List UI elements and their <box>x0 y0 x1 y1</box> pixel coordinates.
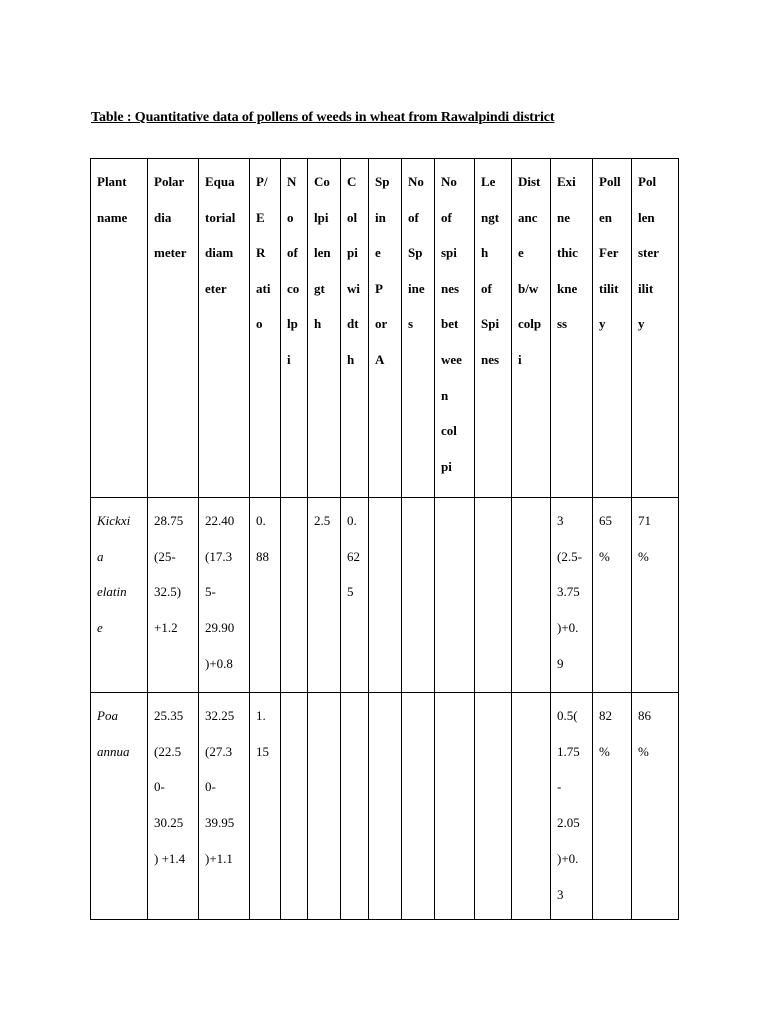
cell-text-line: ati <box>256 280 271 296</box>
cell-text-line: o <box>256 316 263 332</box>
cell-text-line: ne <box>557 209 570 225</box>
cell-text-line: e <box>375 245 381 261</box>
table-cell <box>308 498 341 693</box>
cell-text-line: h <box>314 316 322 332</box>
cell-text-line: y <box>638 316 645 332</box>
cell-text-line: Exi <box>557 174 576 189</box>
cell-text-line: annua <box>97 743 130 759</box>
cell-text-line: Polar <box>154 174 185 189</box>
column-header <box>632 159 679 498</box>
cell-text-line: or <box>375 316 388 332</box>
cell-text-line: i <box>287 351 291 367</box>
cell-text-line: anc <box>518 209 538 225</box>
cell-text-line: 39.95 <box>205 815 235 831</box>
species-name-cell <box>91 498 148 693</box>
cell-text-line: Spi <box>481 316 500 332</box>
cell-text-line: 25.35 <box>154 708 184 723</box>
cell-text-line: kne <box>557 280 578 296</box>
cell-text-line: Le <box>481 174 496 189</box>
column-header <box>402 159 435 498</box>
table-cell <box>475 498 512 693</box>
cell-text-line: No <box>441 174 457 189</box>
table-cell <box>148 498 199 693</box>
cell-text-line: % <box>599 548 610 564</box>
cell-text-line: )+0. <box>557 620 579 636</box>
table-cell <box>341 693 369 920</box>
cell-text-line: pi <box>441 458 452 474</box>
cell-text-line: s <box>408 316 414 332</box>
cell-text-line: of <box>481 280 492 296</box>
column-header <box>308 159 341 498</box>
cell-text-line: ster <box>638 245 659 261</box>
column-header <box>593 159 632 498</box>
cell-text-line: torial <box>205 209 236 225</box>
cell-text-line: 32.25 <box>205 708 235 723</box>
cell-text-line: h <box>347 351 355 367</box>
cell-text-line: R <box>256 245 266 261</box>
cell-text-line: Pol <box>638 174 657 189</box>
cell-text-line: colp <box>518 316 542 332</box>
cell-text-line: Poll <box>599 174 621 189</box>
table-header-row <box>91 159 679 498</box>
cell-text-line: 88 <box>256 548 269 564</box>
cell-text-line: dt <box>347 316 359 332</box>
cell-text-line: (2.5- <box>557 548 582 564</box>
table-cell <box>551 693 593 920</box>
table-cell <box>475 693 512 920</box>
table-cell <box>369 498 402 693</box>
cell-text-line: (17.3 <box>205 548 233 564</box>
cell-text-line: lpi <box>314 209 329 225</box>
cell-text-line: o <box>287 209 294 225</box>
cell-text-line: 3 <box>557 513 564 528</box>
cell-text-line: Kickxi <box>97 513 131 528</box>
column-header <box>551 159 593 498</box>
table-cell <box>435 693 475 920</box>
cell-text-line: 65 <box>599 513 612 528</box>
cell-text-line: 0.5( <box>557 708 578 723</box>
cell-text-line: ol <box>347 209 358 225</box>
cell-text-line: h <box>481 245 489 261</box>
cell-text-line: of <box>408 209 419 225</box>
cell-text-line: 30.25 <box>154 815 184 831</box>
cell-text-line: co <box>287 280 300 296</box>
column-header <box>512 159 551 498</box>
cell-text-line: N <box>287 174 297 189</box>
cell-text-line: 0. <box>256 513 266 528</box>
table-cell <box>199 693 250 920</box>
table-cell <box>435 498 475 693</box>
cell-text-line: ilit <box>638 280 654 296</box>
cell-text-line: e <box>518 245 524 261</box>
cell-text-line: 22.40 <box>205 513 235 528</box>
table-cell <box>551 498 593 693</box>
table-cell <box>308 693 341 920</box>
column-header <box>369 159 402 498</box>
cell-text-line: wi <box>347 280 360 296</box>
cell-text-line: - <box>557 779 562 795</box>
cell-text-line: bet <box>441 316 459 332</box>
cell-text-line: % <box>638 548 649 564</box>
cell-text-line: +1.2 <box>154 620 178 636</box>
cell-text-line: dia <box>154 209 172 225</box>
cell-text-line: Equa <box>205 174 235 189</box>
cell-text-line: Sp <box>375 174 390 189</box>
cell-text-line: 86 <box>638 708 651 723</box>
cell-text-line: e <box>97 620 103 636</box>
cell-text-line: 2.5 <box>314 513 331 528</box>
cell-text-line: b/w <box>518 280 539 296</box>
cell-text-line: Dist <box>518 174 541 189</box>
cell-text-line: ss <box>557 316 568 332</box>
cell-text-line: C <box>347 174 357 189</box>
table-cell <box>512 693 551 920</box>
table-row <box>91 693 679 920</box>
cell-text-line: 3 <box>557 886 564 902</box>
cell-text-line: )+1.1 <box>205 850 233 866</box>
cell-text-line: tilit <box>599 280 619 296</box>
cell-text-line: elatin <box>97 584 127 600</box>
cell-text-line: eter <box>205 280 227 296</box>
table-cell <box>632 498 679 693</box>
table-cell <box>632 693 679 920</box>
table-cell <box>148 693 199 920</box>
cell-text-line: No <box>408 174 424 189</box>
table-cell <box>250 498 281 693</box>
cell-text-line: col <box>441 423 457 439</box>
cell-text-line: 0- <box>154 779 165 795</box>
cell-text-line: (25- <box>154 548 176 564</box>
table-cell <box>402 693 435 920</box>
cell-text-line: 0. <box>347 513 357 528</box>
cell-text-line: 32.5) <box>154 584 182 600</box>
table-cell <box>281 498 308 693</box>
table-caption: Table : Quantitative data of pollens of weeds in wheat from Rawalpindi district <box>91 110 555 125</box>
cell-text-line: 0- <box>205 779 216 795</box>
cell-text-line: Poa <box>97 708 118 723</box>
column-header <box>341 159 369 498</box>
cell-text-line: ) +1.4 <box>154 850 186 866</box>
cell-text-line: 1. <box>256 708 266 723</box>
table-cell <box>369 693 402 920</box>
cell-text-line: of <box>287 245 298 261</box>
cell-text-line: pi <box>347 245 358 261</box>
cell-text-line: 28.75 <box>154 513 184 528</box>
cell-text-line: a <box>97 548 104 564</box>
cell-text-line: P/ <box>256 174 268 189</box>
table-cell <box>593 693 632 920</box>
cell-text-line: spi <box>441 245 457 261</box>
table-cell <box>512 498 551 693</box>
cell-text-line: 5 <box>347 584 354 600</box>
cell-text-line: len <box>314 245 331 261</box>
table-cell <box>250 693 281 920</box>
cell-text-line: y <box>599 316 606 332</box>
cell-text-line: ine <box>408 280 425 296</box>
cell-text-line: Fer <box>599 245 619 261</box>
cell-text-line: 71 <box>638 513 651 528</box>
table-cell <box>341 498 369 693</box>
cell-text-line: % <box>638 743 649 759</box>
cell-text-line: Co <box>314 174 330 189</box>
cell-text-line: ngt <box>481 209 500 225</box>
cell-text-line: )+0.8 <box>205 655 233 671</box>
cell-text-line: 3.75 <box>557 584 580 600</box>
cell-text-line: 29.90 <box>205 620 235 636</box>
species-name-cell <box>91 693 148 920</box>
cell-text-line: of <box>441 209 452 225</box>
table-cell <box>402 498 435 693</box>
cell-text-line: diam <box>205 245 234 261</box>
cell-text-line: (27.3 <box>205 743 233 759</box>
cell-text-line: nes <box>481 351 500 367</box>
cell-text-line: (22.5 <box>154 743 182 759</box>
cell-text-line: n <box>441 387 449 403</box>
cell-text-line: Sp <box>408 245 423 261</box>
cell-text-line: P <box>375 280 383 296</box>
cell-text-line: nes <box>441 280 460 296</box>
column-header <box>250 159 281 498</box>
cell-text-line: en <box>599 209 612 225</box>
table-cell <box>593 498 632 693</box>
cell-text-line: name <box>97 209 128 225</box>
cell-text-line: thic <box>557 245 578 261</box>
cell-text-line: len <box>638 209 655 225</box>
cell-text-line: Plant <box>97 174 127 189</box>
cell-text-line: )+0. <box>557 850 579 866</box>
pollen-data-table <box>90 158 679 920</box>
table-cell <box>199 498 250 693</box>
column-header <box>435 159 475 498</box>
cell-text-line: E <box>256 209 265 225</box>
cell-text-line: meter <box>154 245 187 261</box>
cell-text-line: % <box>599 743 610 759</box>
cell-text-line: lp <box>287 316 298 332</box>
cell-text-line: 9 <box>557 655 564 671</box>
column-header <box>91 159 148 498</box>
column-header <box>148 159 199 498</box>
cell-text-line: 15 <box>256 743 269 759</box>
table-row <box>91 498 679 693</box>
cell-text-line: 82 <box>599 708 612 723</box>
cell-text-line: gt <box>314 280 325 296</box>
cell-text-line: 1.75 <box>557 743 580 759</box>
cell-text-line: A <box>375 351 385 367</box>
column-header <box>199 159 250 498</box>
cell-text-line: 62 <box>347 548 360 564</box>
table-cell <box>281 693 308 920</box>
cell-text-line: 5- <box>205 584 216 600</box>
column-header <box>281 159 308 498</box>
cell-text-line: 2.05 <box>557 815 580 831</box>
column-header <box>475 159 512 498</box>
cell-text-line: i <box>518 351 522 367</box>
cell-text-line: in <box>375 209 386 225</box>
cell-text-line: wee <box>441 351 462 367</box>
